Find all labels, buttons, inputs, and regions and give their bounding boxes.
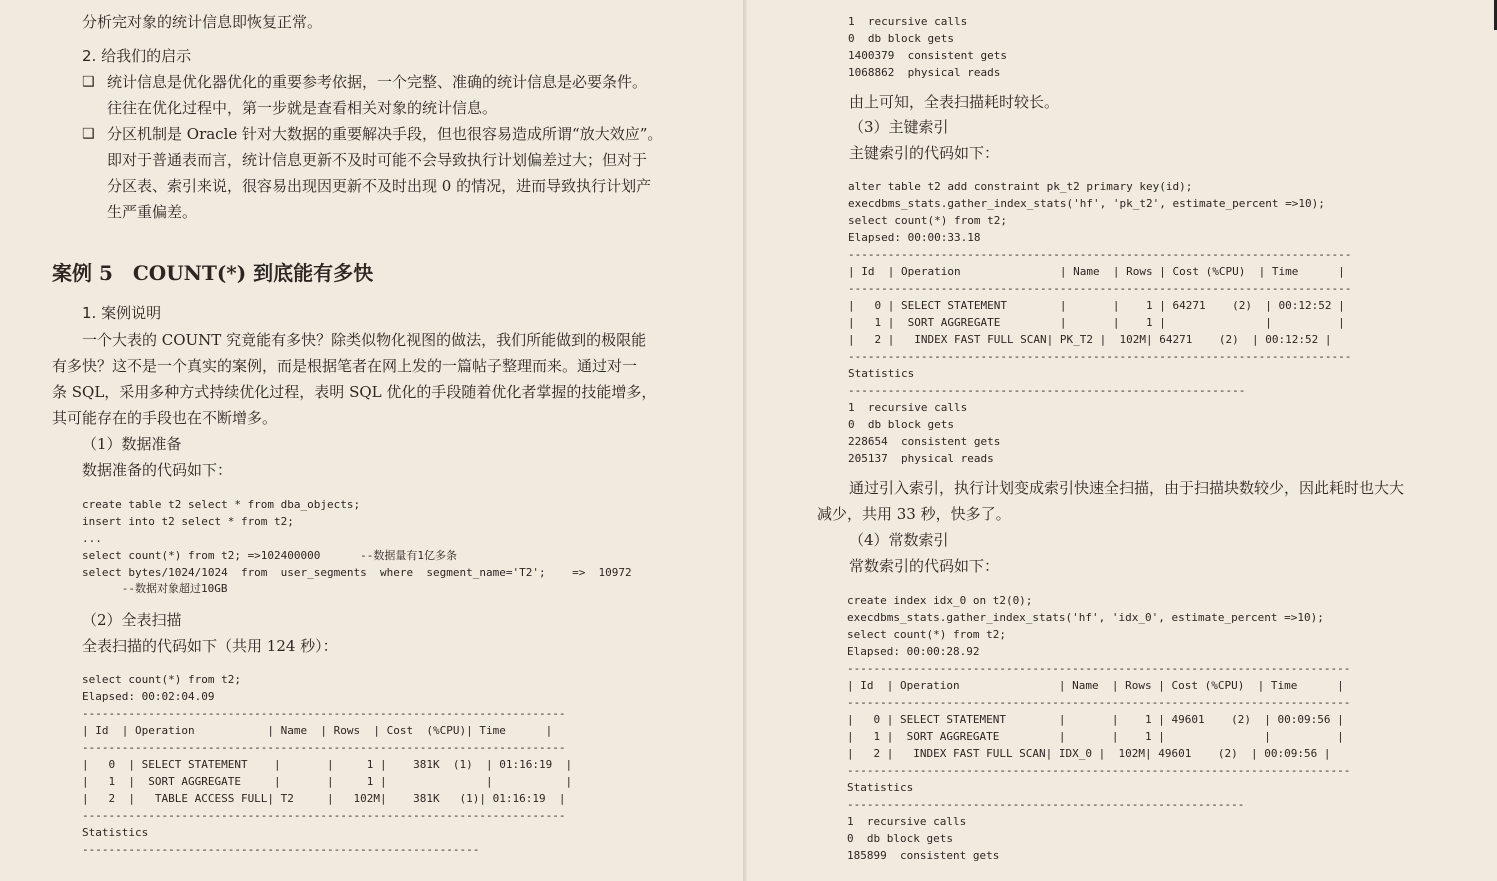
bullet-icon: ❑ [82, 126, 95, 142]
code-line: | 2 | INDEX FAST FULL SCAN| IDX_0 | 102M| 49601 (2) | 00:09:56 | [847, 747, 1331, 760]
code-line: ---------------------------------------------------------------------------- [847, 696, 1351, 709]
code-line: select count(*) from t2; =>102400000 --数据量有1亿多条 [82, 549, 458, 562]
right-page [747, 0, 1497, 881]
code-line: ------------------------------------------------------------ [847, 798, 1245, 811]
code-line: ---------------------------------------------------------------------------- [848, 282, 1352, 295]
code-line: | Id | Operation | Name | Rows | Cost (%CPU) | Time | [848, 265, 1345, 278]
code-line: 0 db block gets [847, 832, 953, 845]
code-line: | Id | Operation | Name | Rows | Cost (%CPU)| Time | [82, 724, 553, 737]
bullet-2-line-1: 分区机制是 Oracle 针对大数据的重要解决手段，但也很容易造成所谓“放大效应”。 [107, 125, 663, 143]
bullet-1-line-1: 统计信息是优化器优化的重要参考依据，一个完整、准确的统计信息是必要条件。 [107, 73, 648, 91]
code-line: 0 db block gets [848, 418, 954, 431]
bullet-icon: ❑ [82, 74, 95, 90]
code-line: insert into t2 select * from t2; [82, 515, 294, 528]
code-line: ---------------------------------------------------------------------------- [847, 764, 1351, 777]
code-line: create index idx_0 on t2(0); [847, 594, 1033, 607]
code-line: ---------------------------------------------------------------------------- [848, 350, 1352, 363]
section-2-title: （2）全表扫描 [82, 611, 182, 629]
bullet-2-line-3: 分区表、索引来说，很容易出现因更新不及时出现 0 的情况，进而导致执行计划产 [107, 177, 652, 195]
code-line: 1 recursive calls [847, 815, 967, 828]
code-line: | 1 | SORT AGGREGATE | | 1 | | | [847, 730, 1344, 743]
heading-shuoming: 1. 案例说明 [82, 304, 162, 322]
code-line: 1 recursive calls [848, 401, 968, 414]
code-line: Statistics [848, 367, 915, 380]
code-line: execdbms_stats.gather_index_stats('hf', 'idx_0', estimate_percent =>10); [847, 611, 1324, 624]
section-3-title: （3）主键索引 [849, 118, 949, 136]
code-line: --数据对象超过10GB [82, 582, 228, 595]
code-line: Elapsed: 00:00:33.18 [848, 231, 981, 244]
section-4-text: 常数索引的代码如下： [849, 557, 1000, 575]
code-line: | 1 | SORT AGGREGATE | | 1 | | | [82, 775, 573, 788]
code-line: 0 db block gets [848, 32, 954, 45]
code-line: ------------------------------------------------------------------------- [82, 741, 566, 754]
section-1-title: （1）数据准备 [82, 435, 182, 453]
code-line: ------------------------------------------------------------ [82, 843, 480, 856]
code-line: select bytes/1024/1024 from user_segments where segment_name='T2'; => 10972 [82, 566, 632, 579]
code-line: select count(*) from t2; [847, 628, 1006, 641]
section-2-text: 全表扫描的代码如下（共用 124 秒）： [82, 637, 338, 655]
code-line: create table t2 select * from dba_objects; [82, 498, 361, 511]
code-line: Elapsed: 00:02:04.09 [82, 690, 215, 703]
bullet-1-line-2: 往往在优化过程中，第一步就是查看相关对象的统计信息。 [107, 99, 498, 117]
code-line: alter table t2 add constraint pk_t2 primary key(id); [848, 180, 1193, 193]
code-line: select count(*) from t2; [82, 673, 241, 686]
code-line: | 2 | TABLE ACCESS FULL| T2 | 102M| 381K (1)| 01:16:19 | [82, 792, 566, 805]
section-3-text: 主键索引的代码如下： [849, 144, 1000, 162]
paragraph-index-line-1: 通过引入索引，执行计划变成索引快速全扫描，由于扫描块数较少，因此耗时也大大 [849, 479, 1405, 497]
code-line: | 0 | SELECT STATEMENT | | 1 | 64271 (2) | 00:12:52 | [848, 299, 1345, 312]
code-line: | 2 | INDEX FAST FULL SCAN| PK_T2 | 102M| 64271 (2) | 00:12:52 | [848, 333, 1332, 346]
code-line: ... [82, 532, 102, 545]
code-line: 1400379 consistent gets [848, 49, 1007, 62]
code-line: 228654 consistent gets [848, 435, 1001, 448]
code-line: Statistics [82, 826, 149, 839]
code-line: 1 recursive calls [848, 15, 968, 28]
section-1-text: 数据准备的代码如下： [82, 461, 233, 479]
bullet-2-line-2: 即对于普通表而言，统计信息更新不及时可能不会导致执行计划偏差过大；但对于 [107, 151, 648, 169]
intro-line-1: 一个大表的 COUNT 究竟能有多快？除类似物化视图的做法，我们所能做到的极限能 [82, 331, 647, 349]
code-line: ------------------------------------------------------------------------- [82, 809, 566, 822]
code-line: 205137 physical reads [848, 452, 994, 465]
code-line: ---------------------------------------------------------------------------- [848, 248, 1352, 261]
intro-line-3: 条 SQL，采用多种方式持续优化过程，表明 SQL 优化的手段随着优化者掌握的技能增多， [52, 383, 657, 401]
code-line: | 1 | SORT AGGREGATE | | 1 | | | [848, 316, 1345, 329]
left-page [0, 0, 743, 881]
code-line: | 0 | SELECT STATEMENT | | 1 | 381K (1) | 01:16:19 | [82, 758, 573, 771]
paragraph-conclude: 由上可知，全表扫描耗时较长。 [849, 93, 1060, 111]
code-line: Statistics [847, 781, 914, 794]
code-line: ------------------------------------------------------------------------- [82, 707, 566, 720]
heading-qishi: 2. 给我们的启示 [82, 47, 192, 65]
bullet-2-line-4: 生严重偏差。 [107, 203, 198, 221]
code-line: | 0 | SELECT STATEMENT | | 1 | 49601 (2) | 00:09:56 | [847, 713, 1344, 726]
code-line: | Id | Operation | Name | Rows | Cost (%CPU) | Time | [847, 679, 1344, 692]
code-line: select count(*) from t2; [848, 214, 1007, 227]
paragraph-index-line-2: 减少，共用 33 秒，快多了。 [817, 505, 1011, 523]
code-line: Elapsed: 00:00:28.92 [847, 645, 980, 658]
code-line: execdbms_stats.gather_index_stats('hf', 'pk_t2', estimate_percent =>10); [848, 197, 1325, 210]
paragraph-restore: 分析完对象的统计信息即恢复正常。 [82, 13, 323, 31]
code-line: 185899 consistent gets [847, 849, 1000, 862]
intro-line-2: 有多快？这不是一个真实的案例，而是根据笔者在网上发的一篇帖子整理而来。通过对一 [52, 357, 638, 375]
intro-line-4: 其可能存在的手段也在不断增多。 [52, 409, 278, 427]
case-title: 案例 5 COUNT(*) 到底能有多快 [52, 261, 374, 285]
code-line: 1068862 physical reads [848, 66, 1001, 79]
section-4-title: （4）常数索引 [849, 531, 949, 549]
code-line: ---------------------------------------------------------------------------- [847, 662, 1351, 675]
code-line: ------------------------------------------------------------ [848, 384, 1246, 397]
